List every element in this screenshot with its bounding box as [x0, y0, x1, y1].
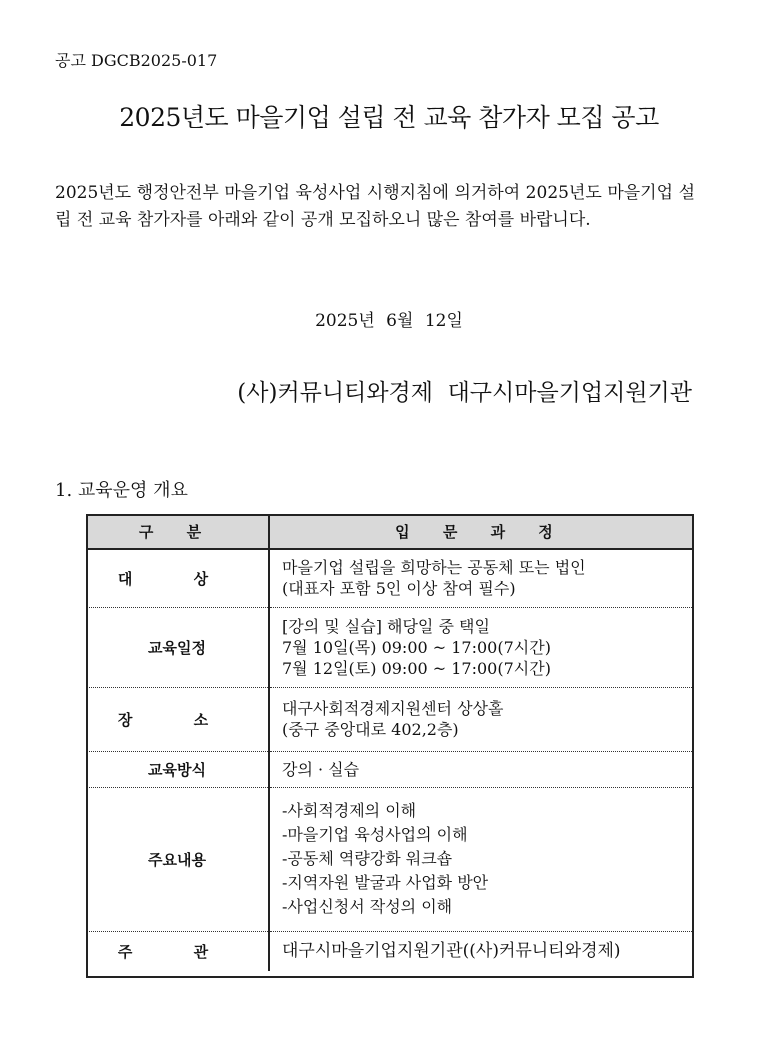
row-line: -지역자원 발굴과 사업화 방안 — [282, 873, 489, 892]
table-row-contents — [86, 787, 692, 931]
table-row-target — [86, 549, 692, 607]
row-line: 대구사회적경제지원센터 상상홀 — [282, 699, 504, 718]
notice-number: 공고 DGCB2025-017 — [55, 51, 218, 70]
row-label-location: 장 소 — [117, 710, 237, 729]
row-line: [강의 및 실습] 해당일 중 택일 — [282, 616, 490, 636]
organization-name: (사)커뮤니티와경제 대구시마을기업지원기관 — [237, 380, 692, 406]
row-line: 대구시마을기업지원기관((사)커뮤니티와경제) — [282, 940, 621, 961]
row-line: (대표자 포함 5인 이상 참여 필수) — [282, 579, 516, 599]
row-label-method: 교육방식 — [86, 751, 269, 787]
table-header-row — [86, 514, 692, 549]
row-line: 7월 12일(토) 09:00 ~ 17:00(7시간) — [282, 658, 551, 678]
table-row-schedule — [86, 607, 692, 687]
row-line: 7월 10일(목) 09:00 ~ 17:00(7시간) — [282, 637, 551, 657]
row-label-organizer: 주 관 — [117, 942, 237, 961]
body-paragraph: 2025년도 행정안전부 마을기업 육성사업 시행지침에 의거하여 2025년도 마을기업 설립 전 교육 참가자를 아래와 같이 공개 모집하오니 많은 참여를 바랍니다. — [55, 183, 695, 230]
row-label-schedule: 교육일정 — [86, 607, 269, 687]
row-line: (중구 중앙대로 402,2층) — [282, 720, 459, 739]
row-line: 강의 · 실습 — [282, 759, 360, 779]
row-label-contents: 주요내용 — [86, 787, 269, 931]
table-row-location — [86, 687, 692, 751]
row-line: -사업신청서 작성의 이해 — [282, 897, 453, 916]
row-line: -사회적경제의 이해 — [282, 801, 417, 820]
row-label-target: 대 상 — [117, 569, 237, 588]
table-row-organizer — [86, 931, 692, 971]
header-label-cell: 구 분 — [86, 514, 269, 549]
row-line: -마을기업 육성사업의 이해 — [282, 825, 468, 844]
header-value-cell: 입 문 과 정 — [269, 514, 692, 549]
page-title: 2025년도 마을기업 설립 전 교육 참가자 모집 공고 — [119, 103, 659, 132]
announcement-date: 2025년 6월 12일 — [315, 311, 463, 331]
row-line: -공동체 역량강화 워크숍 — [282, 849, 453, 868]
row-line: 마을기업 설립을 희망하는 공동체 또는 법인 — [282, 558, 586, 578]
table-row-method — [86, 751, 692, 787]
overview-table — [86, 514, 692, 971]
section-heading: 1. 교육운영 개요 — [55, 480, 188, 501]
